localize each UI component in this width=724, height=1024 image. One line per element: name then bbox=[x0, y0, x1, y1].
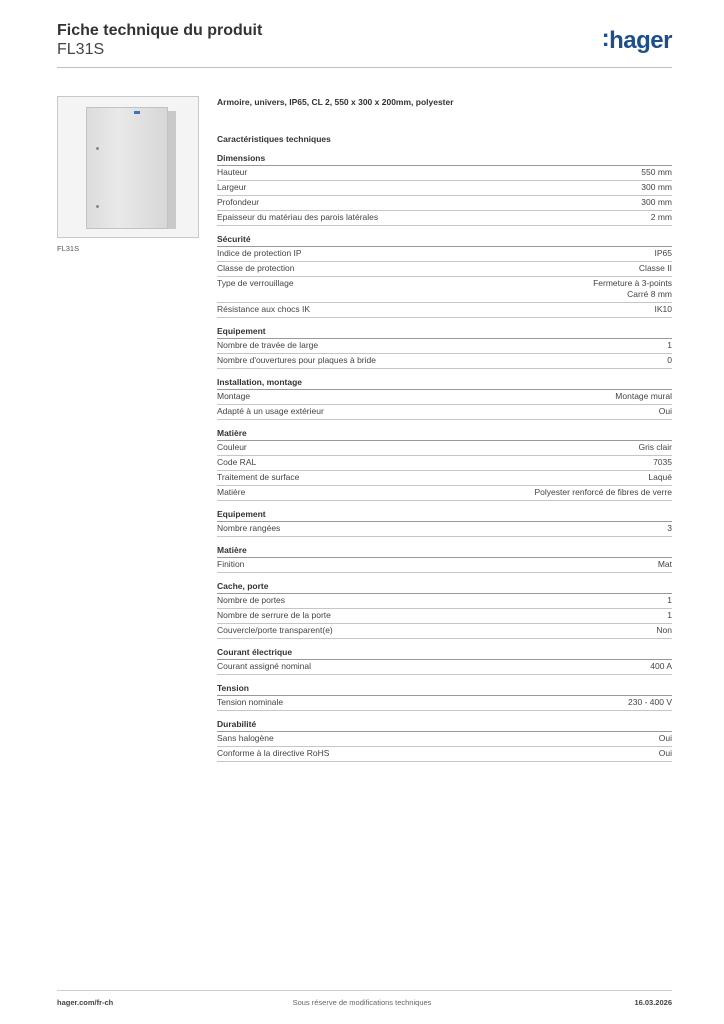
spec-value: Oui bbox=[658, 406, 672, 416]
cabinet-badge bbox=[134, 111, 140, 114]
door-lock-top bbox=[96, 147, 99, 150]
spec-label: Courant assigné nominal bbox=[217, 661, 312, 671]
spec-row bbox=[217, 624, 672, 639]
spec-row bbox=[217, 339, 672, 354]
spec-group-title: Sécurité bbox=[217, 234, 672, 247]
spec-value: Laqué bbox=[648, 472, 672, 482]
spec-label: Traitement de surface bbox=[217, 472, 300, 482]
spec-label: Montage bbox=[217, 391, 251, 401]
spec-label: Type de verrouillage bbox=[217, 278, 294, 288]
spec-row bbox=[217, 456, 672, 471]
spec-group-title: Dimensions bbox=[217, 153, 672, 166]
document-header bbox=[57, 22, 262, 59]
header-divider bbox=[57, 67, 672, 68]
spec-label: Nombre de serrure de la porte bbox=[217, 610, 331, 620]
spec-row bbox=[217, 354, 672, 369]
spec-value: Fermeture à 3-points Carré 8 mm bbox=[593, 278, 672, 299]
document-title: Fiche technique du produit bbox=[57, 22, 263, 39]
spec-label: Nombre rangées bbox=[217, 523, 281, 533]
section-heading: Caractéristiques techniques bbox=[217, 134, 331, 144]
spec-value: 0 bbox=[667, 355, 672, 365]
spec-label: Adapté à un usage extérieur bbox=[217, 406, 324, 416]
spec-group-title: Durabilité bbox=[217, 719, 672, 732]
spec-group bbox=[217, 234, 672, 318]
spec-row bbox=[217, 486, 672, 501]
spec-group bbox=[217, 428, 672, 501]
spec-label: Tension nominale bbox=[217, 697, 284, 707]
spec-value: 1 bbox=[667, 610, 672, 620]
spec-label: Matière bbox=[217, 487, 246, 497]
spec-group bbox=[217, 377, 672, 420]
spec-group-title: Equipement bbox=[217, 509, 672, 522]
spec-group-title: Matière bbox=[217, 428, 672, 441]
spec-label: Finition bbox=[217, 559, 245, 569]
spec-value: Montage mural bbox=[615, 391, 672, 401]
spec-row bbox=[217, 405, 672, 420]
spec-group-title: Tension bbox=[217, 683, 672, 696]
cabinet-side bbox=[168, 111, 176, 229]
spec-row bbox=[217, 471, 672, 486]
spec-value: Oui bbox=[658, 733, 672, 743]
product-description: Armoire, univers, IP65, CL 2, 550 x 300 x 200mm, polyester bbox=[217, 97, 454, 107]
spec-group-title: Cache, porte bbox=[217, 581, 672, 594]
specifications bbox=[217, 96, 672, 770]
product-reference: FL31S bbox=[57, 41, 105, 58]
spec-label: Indice de protection IP bbox=[217, 248, 302, 258]
spec-label: Couleur bbox=[217, 442, 247, 452]
spec-row bbox=[217, 181, 672, 196]
spec-group bbox=[217, 581, 672, 639]
spec-row bbox=[217, 441, 672, 456]
spec-row bbox=[217, 166, 672, 181]
spec-label: Code RAL bbox=[217, 457, 257, 467]
spec-groups bbox=[217, 153, 672, 762]
product-image bbox=[57, 96, 199, 238]
spec-label: Largeur bbox=[217, 182, 247, 192]
spec-group bbox=[217, 683, 672, 711]
spec-value: 230 - 400 V bbox=[628, 697, 672, 707]
spec-group bbox=[217, 326, 672, 369]
spec-group bbox=[217, 647, 672, 675]
spec-group-title: Courant électrique bbox=[217, 647, 672, 660]
spec-value: Classe II bbox=[638, 263, 672, 273]
spec-group bbox=[217, 545, 672, 573]
spec-label: Profondeur bbox=[217, 197, 260, 207]
spec-label: Conforme à la directive RoHS bbox=[217, 748, 330, 758]
spec-value: Polyester renforcé de fibres de verre bbox=[534, 487, 672, 497]
spec-row bbox=[217, 747, 672, 762]
spec-group-title: Equipement bbox=[217, 326, 672, 339]
spec-row bbox=[217, 262, 672, 277]
spec-row bbox=[217, 390, 672, 405]
spec-value: 550 mm bbox=[641, 167, 672, 177]
spec-row bbox=[217, 558, 672, 573]
spec-value: 3 bbox=[667, 523, 672, 533]
spec-value: Mat bbox=[657, 559, 672, 569]
spec-row bbox=[217, 277, 672, 303]
spec-value: 7035 bbox=[653, 457, 672, 467]
spec-value: 300 mm bbox=[641, 182, 672, 192]
hager-logo: :hager bbox=[601, 25, 672, 54]
spec-label: Classe de protection bbox=[217, 263, 295, 273]
spec-group-title: Matière bbox=[217, 545, 672, 558]
door-lock-bottom bbox=[96, 205, 99, 208]
spec-label: Nombre d'ouvertures pour plaques à bride bbox=[217, 355, 376, 365]
spec-label: Nombre de portes bbox=[217, 595, 286, 605]
spec-label: Nombre de travée de large bbox=[217, 340, 319, 350]
spec-row bbox=[217, 196, 672, 211]
footer-notice: Sous réserve de modifications techniques bbox=[292, 998, 432, 1007]
spec-value: 300 mm bbox=[641, 197, 672, 207]
spec-value: 2 mm bbox=[650, 212, 672, 222]
spec-value: Gris clair bbox=[638, 442, 672, 452]
footer-website: hager.com/fr-ch bbox=[57, 998, 114, 1007]
footer-date: 16.03.2026 bbox=[634, 998, 672, 1007]
spec-row bbox=[217, 522, 672, 537]
footer-divider bbox=[57, 990, 672, 991]
spec-label: Hauteur bbox=[217, 167, 248, 177]
spec-row bbox=[217, 609, 672, 624]
spec-label: Sans halogène bbox=[217, 733, 274, 743]
spec-row bbox=[217, 594, 672, 609]
spec-row bbox=[217, 247, 672, 262]
spec-value: 1 bbox=[667, 595, 672, 605]
product-image-caption: FL31S bbox=[57, 244, 80, 253]
spec-row bbox=[217, 211, 672, 226]
spec-label: Epaisseur du matériau des parois latérales bbox=[217, 212, 379, 222]
spec-label: Résistance aux chocs IK bbox=[217, 304, 311, 314]
spec-group-title: Installation, montage bbox=[217, 377, 672, 390]
logo-text: hager bbox=[609, 27, 672, 54]
spec-value: Oui bbox=[658, 748, 672, 758]
spec-row bbox=[217, 696, 672, 711]
spec-row bbox=[217, 732, 672, 747]
spec-row bbox=[217, 303, 672, 318]
spec-value: IK10 bbox=[654, 304, 672, 314]
spec-group bbox=[217, 153, 672, 226]
spec-row bbox=[217, 660, 672, 675]
spec-group bbox=[217, 719, 672, 762]
spec-value: Non bbox=[656, 625, 672, 635]
spec-label: Couvercle/porte transparent(e) bbox=[217, 625, 333, 635]
spec-group bbox=[217, 509, 672, 537]
cabinet-door bbox=[86, 107, 168, 229]
spec-value: 400 A bbox=[650, 661, 672, 671]
spec-value: 1 bbox=[667, 340, 672, 350]
spec-value: IP65 bbox=[654, 248, 672, 258]
